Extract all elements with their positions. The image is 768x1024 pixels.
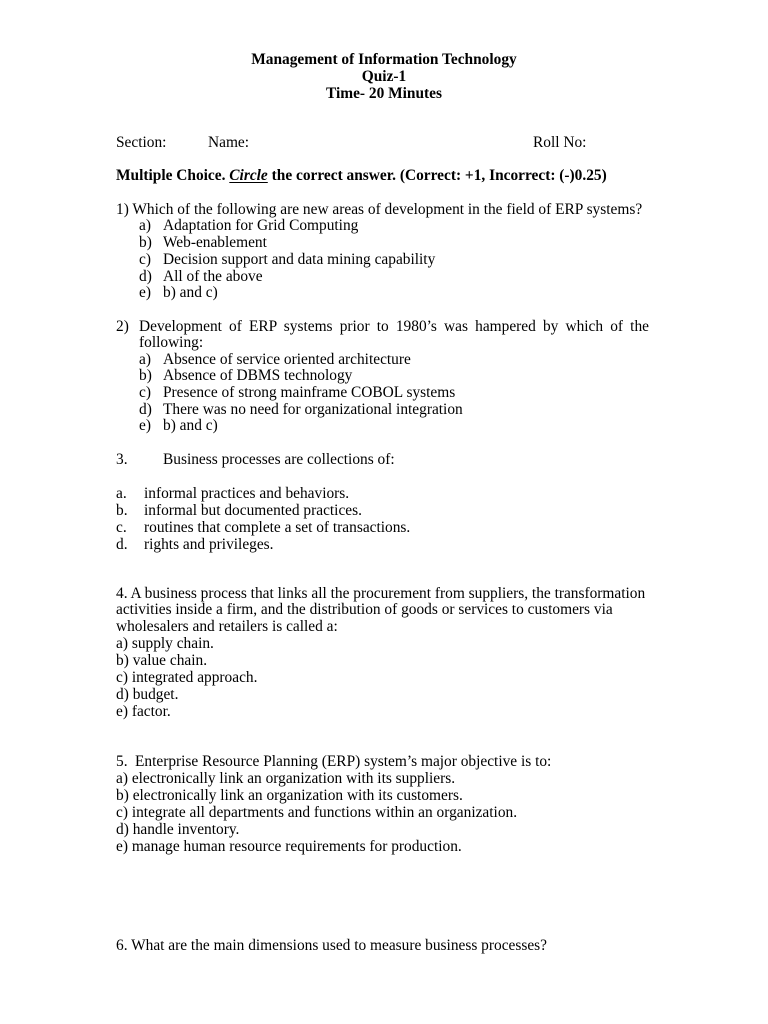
option-list xyxy=(116,770,551,855)
instructions-lead: Multiple Choice. xyxy=(116,166,226,184)
option-letter: b) xyxy=(139,367,152,385)
option-item xyxy=(116,519,410,536)
option-letter: a) xyxy=(116,769,128,787)
option-text: electronically link an organization with its customers. xyxy=(132,786,463,804)
instructions-rest: the correct answer. (Correct: +1, Incorrect: (-)0.25) xyxy=(271,166,607,184)
time-limit: Time- 20 Minutes xyxy=(326,84,442,102)
option-letter: b) xyxy=(139,234,152,252)
option-letter: c. xyxy=(116,519,127,537)
option-text: rights and privileges. xyxy=(144,536,274,554)
option-list xyxy=(116,636,645,720)
question-stem-line xyxy=(116,319,649,336)
option-item xyxy=(116,218,642,235)
option-item xyxy=(116,368,649,385)
option-item xyxy=(116,838,551,855)
option-letter: b) xyxy=(116,786,129,804)
option-item xyxy=(116,235,642,252)
question-1 xyxy=(116,202,642,303)
question-stem: What are the main dimensions used to measure business processes? xyxy=(131,936,547,954)
option-text: integrate all departments and functions within an organization. xyxy=(131,803,518,821)
option-letter: c) xyxy=(116,668,128,686)
option-list xyxy=(116,485,410,554)
question-stem-continuation: activities inside a firm, and the distribution of goods or services to customers via xyxy=(116,601,613,619)
question-number: 3. xyxy=(116,450,128,468)
option-text: handle inventory. xyxy=(132,820,240,838)
option-text: Web-enablement xyxy=(163,234,267,252)
question-stem-continuation: wholesalers and retailers is called a: xyxy=(116,618,338,636)
option-letter: e) xyxy=(116,837,128,855)
option-item xyxy=(116,787,551,804)
option-item xyxy=(116,704,645,721)
option-text: manage human resource requirements for production. xyxy=(131,837,462,855)
question-4 xyxy=(116,586,645,721)
option-item xyxy=(116,687,645,704)
option-letter: b) xyxy=(116,651,129,669)
question-stem: Which of the following are new areas of development in the field of ERP systems? xyxy=(132,200,643,218)
question-stem-line xyxy=(116,452,395,469)
question-stem: Enterprise Resource Planning (ERP) system’s major objective is to: xyxy=(135,752,552,770)
document-title: Management of Information Technology xyxy=(251,50,517,68)
question-2 xyxy=(116,319,649,435)
question-stem: Development of ERP systems prior to 1980’s was hampered by which of the xyxy=(139,317,649,335)
option-letter: d) xyxy=(139,400,152,418)
section-label: Section: xyxy=(116,133,167,151)
option-letter: e) xyxy=(116,702,128,720)
option-item xyxy=(116,352,649,369)
question-stem: Business processes are collections of: xyxy=(163,450,395,468)
option-text: Decision support and data mining capability xyxy=(163,250,436,268)
question-stem-line xyxy=(116,202,642,219)
option-item xyxy=(116,485,410,502)
option-letter: d. xyxy=(116,536,128,554)
option-text: factor. xyxy=(131,702,171,720)
option-item xyxy=(116,770,551,787)
option-text: There was no need for organizational integration xyxy=(163,400,463,418)
option-item xyxy=(116,636,645,653)
option-letter: a) xyxy=(116,635,128,653)
question-number: 4. xyxy=(116,584,128,602)
quiz-header xyxy=(0,51,768,102)
option-list xyxy=(116,218,642,302)
question-number: 5. xyxy=(116,752,128,770)
option-item xyxy=(116,269,642,286)
option-item xyxy=(116,502,410,519)
option-letter: b. xyxy=(116,501,128,519)
option-list xyxy=(116,352,649,435)
quiz-number: Quiz-1 xyxy=(361,67,407,85)
option-item xyxy=(116,821,551,838)
option-text: b) and c) xyxy=(163,284,218,302)
option-item xyxy=(116,536,410,553)
question-stem: A business process that links all the procurement from suppliers, the transformation xyxy=(130,584,646,602)
option-text: Absence of service oriented architecture xyxy=(163,350,411,368)
question-6 xyxy=(116,938,547,955)
option-text: Absence of DBMS technology xyxy=(163,367,353,385)
option-item xyxy=(116,385,649,402)
question-stem-continuation: following: xyxy=(139,334,204,352)
option-letter: d) xyxy=(139,267,152,285)
option-item xyxy=(116,285,642,302)
option-text: routines that complete a set of transactions. xyxy=(144,519,411,537)
option-item xyxy=(116,252,642,269)
option-text: b) and c) xyxy=(163,417,218,435)
option-text: budget. xyxy=(132,685,179,703)
option-text: value chain. xyxy=(132,651,208,669)
instructions xyxy=(116,168,607,185)
option-text: informal practices and behaviors. xyxy=(144,484,350,502)
option-letter: a) xyxy=(139,217,151,235)
option-letter: e) xyxy=(139,284,151,302)
name-label: Name: xyxy=(208,133,250,151)
question-5 xyxy=(116,753,551,855)
option-item xyxy=(116,418,649,435)
option-text: informal but documented practices. xyxy=(144,501,362,519)
option-text: Presence of strong mainframe COBOL systems xyxy=(163,384,456,402)
option-item xyxy=(116,804,551,821)
question-stem-line xyxy=(116,586,645,603)
question-stem-line xyxy=(116,753,551,770)
option-letter: c) xyxy=(116,803,128,821)
option-letter: d) xyxy=(116,820,129,838)
option-text: electronically link an organization with its suppliers. xyxy=(131,769,456,787)
option-letter: a) xyxy=(139,350,151,368)
option-letter: c) xyxy=(139,250,151,268)
option-item xyxy=(116,653,645,670)
question-number: 1) xyxy=(116,200,129,218)
instructions-emphasis: Circle xyxy=(229,166,268,184)
option-letter: a. xyxy=(116,484,127,502)
roll-no-label: Roll No: xyxy=(533,133,587,151)
question-number: 6. xyxy=(116,936,128,954)
question-number: 2) xyxy=(116,317,129,335)
option-letter: e) xyxy=(139,417,151,435)
option-text: supply chain. xyxy=(131,635,214,653)
option-text: integrated approach. xyxy=(131,668,258,686)
option-letter: c) xyxy=(139,384,151,402)
option-item xyxy=(116,402,649,419)
option-item xyxy=(116,670,645,687)
option-text: All of the above xyxy=(163,267,263,285)
option-letter: d) xyxy=(116,685,129,703)
option-text: Adaptation for Grid Computing xyxy=(163,217,359,235)
